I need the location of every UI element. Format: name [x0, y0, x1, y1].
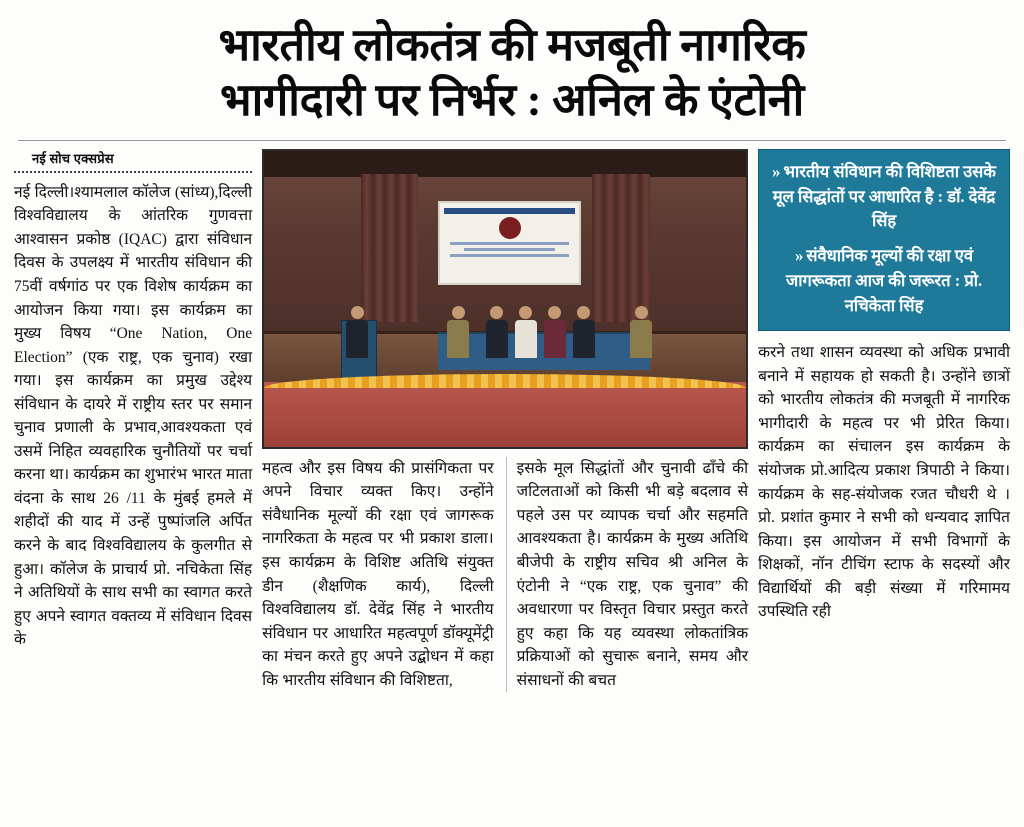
highlight-item-2 [769, 244, 999, 318]
highlights-box [758, 149, 1010, 332]
event-photo [262, 149, 748, 449]
photo-person-guest-4 [573, 306, 595, 358]
photo-ceiling [264, 151, 746, 178]
photo-curtain-left [361, 174, 419, 322]
photo-person-guest-1 [486, 306, 508, 358]
headline-line-1: भारतीय लोकतंत्र की मजबूती नागरिक [218, 20, 806, 70]
article-paragraph-2: महत्व और इस विषय की प्रासंगिकता पर अपने विचार व्यक्त किए। उन्होंने संवैधानिक मूल्यों की रक्षा एवं जागरूक नागरिकता के महत्व पर भी प्रकाश डाला। इस कार्यक्रम के विशिष्ट अतिथि संयुक्त डीन (शैक्षणिक कार्य), दिल्ली विश्वविद्यालय डॉ. देवेंद्र सिंह ने भारतीय संविधान पर आधारित महत्वपूर्ण डॉक्यूमेंट्री का मंचन करते हुए अपने उद्बोधन में कहा कि भारतीय संविधान की विशिष्टता, [262, 459, 494, 689]
photo-scene [264, 151, 746, 447]
byline: नई सोच एक्सप्रेस [32, 150, 114, 166]
chevron-right-icon-2: » [795, 246, 804, 266]
article-body [14, 149, 1010, 692]
article-paragraph-1: नई दिल्ली।श्यामलाल कॉलेज (सांध्य),दिल्ली विश्वविद्यालय के आंतरिक गुणवत्ता आश्वासन प्रकोष्ठ (IQAC) द्वारा संविधान दिवस के उपलक्ष्य में भारतीय संविधान की 75वीं वर्षगांठ पर एक विशेष कार्यक्रम का आयोजन किया गया। इस कार्यक्रम का मुख्य विषय “One Nation, One Election” (एक राष्ट्र, एक चुनाव) रखा गया। इस कार्यक्रम का प्रमुख उद्देश्य संविधान के दायरे में राष्ट्रीय स्तर पर समान चुनाव प्रणाली के प्रभाव,आवश्यकता एवं उसमें निहित व्यवहारिक चुनौतियों पर चर्चा करना था। कार्यक्रम का शुभारंभ भारत माता वंदना के साथ 26 /11 के मुंबई हमले में शहीदों की याद में उन्हें पुष्पांजलि अर्पित करने के बाद विश्वविद्यालय के कुलगीत से हुआ। कॉलेज के प्राचार्य प्रो. नचिकेता सिंह ने अतिथियों के साथ सभी का स्वागत करते हुए अपने स्वागत वक्तव्य में संविधान दिवस के [14, 183, 253, 649]
column-3 [506, 457, 749, 692]
article-paragraph-3: इसके मूल सिद्धांतों और चुनावी ढाँचे की जटिलताओं को किसी भी बड़े बदलाव से पहले उस पर व्यापक चर्चा और सहमति आवश्यकता है। कार्यक्रम के मुख्य अतिथि बीजेपी के राष्ट्रीय सचिव श्री अनिल के एंटोनी ने “एक राष्ट्र, एक चुनाव” की अवधारणा पर विस्तृत विचार प्रस्तुत करते हुए कहा कि यह व्यवस्था लोकतांत्रिक प्रक्रियाओं को सुचारू बनाने, समय और संसाधनों की बचत [516, 459, 749, 689]
column-2 [262, 457, 494, 692]
photo-projector-screen [438, 201, 582, 285]
highlight-item-1 [769, 160, 999, 234]
column-right [758, 149, 1010, 624]
photo-curtain-right [592, 174, 650, 322]
photo-person-speaker [346, 306, 368, 358]
middle-lower-columns [262, 457, 748, 692]
headline-line-2: भागीदारी पर निर्भर : अनिल के एंटोनी [219, 74, 805, 125]
chevron-right-icon: » [772, 161, 781, 181]
page-headline [20, 18, 1004, 134]
column-left [14, 149, 252, 652]
photo-person-guard-right [630, 306, 652, 358]
photo-person-guest-2 [515, 306, 537, 358]
highlight-item-1-text: भारतीय संविधान की विशिष्टता उसके मूल सिद्धांतों पर आधारित है : डॉ. देवेंद्र सिंह [772, 161, 996, 231]
highlight-item-2-text: संवैधानिक मूल्यों की रक्षा एवं जागरूकता आज की जरूरत : प्रो. नचिकेता सिंह [785, 246, 983, 315]
photo-person-guard-left [447, 306, 469, 358]
column-middle [262, 149, 748, 692]
byline-divider [14, 171, 252, 173]
article-paragraph-4: करने तथा शासन व्यवस्था को अधिक प्रभावी बनाने में सहायक हो सकती है। उन्होंने छात्रों को भारतीय लोकतंत्र की मजबूती में नागरिक भागीदारी के महत्व पर भी प्रेरित किया। कार्यक्रम का संचालन इस कार्यक्रम के संयोजक प्रो.आदित्य प्रकाश त्रिपाठी ने किया। कार्यक्रम के सह-संयोजक रजत चौधरी थे । प्रो. प्रशांत कुमार ने सभी को धन्यवाद ज्ञापित किया। इस आयोजन में सभी विभागों के शिक्षकों, नॉन टीचिंग स्टाफ के सदस्यों और विद्यार्थियों की बड़ी संख्या में गरिमामय उपस्थिति रही [758, 344, 1010, 621]
photo-person-guest-3 [544, 306, 566, 358]
headline-divider [18, 140, 1006, 141]
photo-floor [264, 382, 746, 447]
